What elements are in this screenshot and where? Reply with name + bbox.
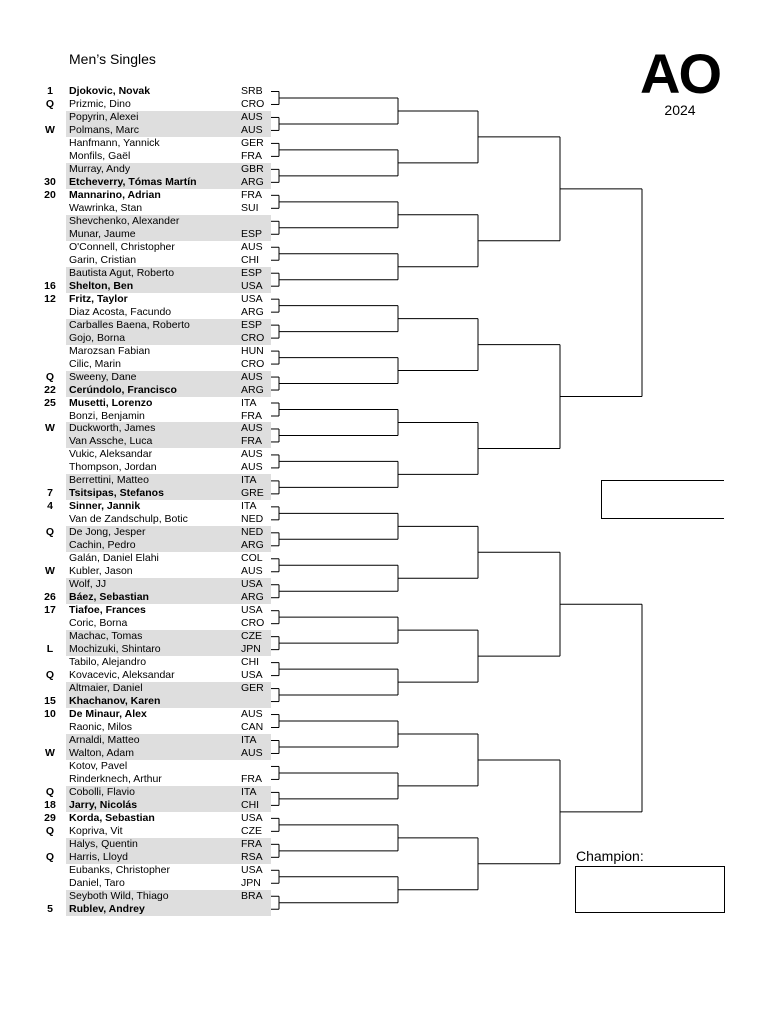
seed-label: Q (45, 824, 55, 837)
country-code: ITA (241, 734, 257, 746)
country-code: ITA (241, 396, 257, 409)
player-name: Bonzi, Benjamin (69, 409, 145, 422)
country-code: JPN (241, 643, 261, 656)
country-code: HUN (241, 344, 264, 357)
player-name: Sinner, Jannik (69, 500, 141, 513)
country-code: ARG (241, 383, 264, 396)
player-name: Hanfmann, Yannick (69, 136, 160, 149)
seed-label: W (45, 746, 55, 759)
seed-label: 4 (47, 500, 53, 513)
champion-label: Champion: (576, 848, 644, 864)
seed-label: 10 (44, 708, 56, 721)
country-code: FRA (241, 772, 262, 785)
player-name: Thompson, Jordan (69, 461, 157, 474)
player-name: Kotov, Pavel (69, 759, 128, 772)
country-code: CRO (241, 357, 265, 370)
country-code: NED (241, 526, 264, 539)
player-name: Coric, Borna (69, 617, 128, 630)
player-name: Popyrin, Alexei (69, 110, 139, 123)
country-code: COL (241, 552, 263, 565)
country-code: CAN (241, 721, 264, 734)
player-name: Tsitsipas, Stefanos (69, 487, 164, 500)
player-name: Musetti, Lorenzo (69, 396, 153, 409)
seed-label: W (45, 422, 55, 435)
country-code: BRA (241, 889, 263, 902)
player-name: Rinderknech, Arthur (69, 772, 162, 785)
player-name: Diaz Acosta, Facundo (69, 305, 172, 318)
player-name: Van Assche, Luca (69, 435, 153, 448)
country-code: SUI (241, 201, 259, 214)
country-code: USA (241, 811, 263, 824)
seed-label: Q (45, 526, 55, 539)
country-code: CHI (241, 656, 260, 669)
player-name: Cobolli, Flavio (69, 785, 135, 798)
seed-label: 17 (44, 604, 56, 617)
seed-label: 15 (44, 695, 56, 708)
country-code: CZE (241, 630, 262, 643)
country-code: ARG (241, 305, 264, 318)
seed-label: 16 (44, 279, 56, 292)
player-name: Tiafoe, Frances (69, 604, 146, 617)
player-name: O'Connell, Christopher (69, 240, 175, 253)
country-code: GER (241, 682, 264, 695)
player-name: Arnaldi, Matteo (69, 734, 140, 746)
player-name: Djokovic, Novak (69, 85, 151, 97)
seed-label: 20 (44, 188, 56, 201)
player-name: Khachanov, Karen (69, 695, 161, 708)
player-name: Altmaier, Daniel (69, 682, 143, 695)
country-code: CHI (241, 253, 260, 266)
player-name: Polmans, Marc (69, 123, 140, 136)
country-code: FRA (241, 409, 262, 422)
player-name: Halys, Quentin (69, 837, 138, 850)
tournament-year: 2024 (664, 102, 696, 118)
player-name: Shevchenko, Alexander (69, 214, 180, 227)
country-code: FRA (241, 435, 262, 448)
player-name: Galán, Daniel Elahi (69, 552, 159, 565)
country-code: AUS (241, 746, 263, 759)
seed-label: W (45, 123, 55, 136)
country-code: ESP (241, 266, 263, 279)
player-name: De Jong, Jesper (69, 526, 146, 539)
country-code: NED (241, 513, 264, 526)
player-name: Korda, Sebastian (69, 811, 155, 824)
player-name: Mochizuki, Shintaro (69, 643, 161, 656)
seed-label: 12 (44, 292, 56, 305)
country-code: USA (241, 292, 263, 305)
seed-label: 22 (44, 383, 56, 396)
country-code: CRO (241, 97, 265, 110)
country-code: USA (241, 863, 263, 876)
player-name: Shelton, Ben (69, 279, 134, 292)
seed-label: 29 (44, 811, 56, 824)
country-code: JPN (241, 876, 261, 889)
player-name: Walton, Adam (69, 746, 134, 759)
player-name: Cerúndolo, Francisco (69, 383, 177, 396)
player-name: Cachin, Pedro (69, 539, 136, 552)
country-code: FRA (241, 188, 262, 201)
country-code: USA (241, 279, 263, 292)
player-name: Garin, Cristian (69, 253, 137, 266)
player-name: Seyboth Wild, Thiago (69, 889, 169, 902)
country-code: ARG (241, 539, 264, 552)
country-code: CHI (241, 798, 260, 811)
player-name: Rublev, Andrey (69, 902, 145, 915)
player-name: Kubler, Jason (69, 565, 133, 578)
seed-label: Q (45, 97, 55, 110)
country-code: GER (241, 136, 264, 149)
country-code: USA (241, 604, 263, 617)
ao-logo: AO (640, 42, 720, 105)
country-code: RSA (241, 850, 263, 863)
player-name: Bautista Agut, Roberto (69, 266, 175, 279)
player-name: Kovacevic, Aleksandar (69, 669, 175, 682)
country-code: ESP (241, 318, 263, 331)
player-name: Jarry, Nicolás (69, 798, 138, 811)
country-code: ITA (241, 500, 257, 513)
player-name: Van de Zandschulp, Botic (69, 513, 188, 526)
player-name: Wolf, JJ (69, 578, 107, 591)
seed-label: 5 (47, 902, 53, 915)
player-name: Báez, Sebastian (69, 591, 149, 604)
player-name: Prizmic, Dino (69, 97, 131, 110)
player-name: Marozsan Fabian (69, 344, 151, 357)
player-name: Mannarino, Adrian (69, 188, 161, 201)
seed-label: 30 (44, 175, 56, 188)
player-name: Cilic, Marin (69, 357, 121, 370)
seed-label: Q (45, 370, 55, 383)
country-code: AUS (241, 565, 263, 578)
player-name: Vukic, Aleksandar (69, 448, 153, 461)
country-code: AUS (241, 708, 263, 721)
player-name: Daniel, Taro (69, 876, 125, 889)
country-code: USA (241, 669, 263, 682)
player-name: Gojo, Borna (69, 331, 126, 344)
seed-label: Q (45, 785, 55, 798)
player-name: Duckworth, James (69, 422, 156, 435)
seed-label: Q (45, 850, 55, 863)
country-code: CZE (241, 824, 262, 837)
player-name: Sweeny, Dane (69, 370, 137, 383)
country-code: ITA (241, 474, 257, 487)
player-name: Etcheverry, Tómas Martín (69, 175, 197, 188)
player-name: Harris, Lloyd (69, 850, 128, 863)
country-code: GRE (241, 487, 264, 500)
player-name: Eubanks, Christopher (69, 863, 170, 876)
player-name: Berrettini, Matteo (69, 474, 149, 487)
country-code: AUS (241, 240, 263, 253)
player-name: Tabilo, Alejandro (69, 656, 147, 669)
seed-label: Q (45, 669, 55, 682)
player-name: Monfils, Gaël (69, 149, 131, 162)
player-name: Raonic, Milos (69, 721, 133, 734)
country-code: CRO (241, 617, 265, 630)
page-title: Men’s Singles (69, 51, 156, 67)
seed-label: 25 (44, 396, 56, 409)
country-code: AUS (241, 123, 263, 136)
player-name: Fritz, Taylor (69, 292, 128, 305)
country-code: FRA (241, 837, 262, 850)
country-code: AUS (241, 110, 263, 123)
country-code: ARG (241, 175, 264, 188)
player-name: Wawrinka, Stan (69, 201, 143, 214)
seed-label: 7 (47, 487, 53, 500)
player-name: De Minaur, Alex (69, 708, 147, 721)
country-code: GBR (241, 162, 264, 175)
player-name: Munar, Jaume (69, 227, 136, 240)
country-code: AUS (241, 448, 263, 461)
champion-box (575, 866, 725, 913)
seed-label: L (46, 643, 54, 656)
country-code: FRA (241, 149, 262, 162)
player-name: Murray, Andy (69, 162, 131, 175)
country-code: CRO (241, 331, 265, 344)
seed-label: 1 (47, 85, 53, 97)
country-code: AUS (241, 461, 263, 474)
country-code: ESP (241, 227, 263, 240)
country-code: ITA (241, 785, 257, 798)
player-name: Kopriva, Vit (69, 824, 123, 837)
player-name: Machac, Tomas (69, 630, 143, 643)
seed-label: 26 (44, 591, 56, 604)
country-code: ARG (241, 591, 264, 604)
country-code: AUS (241, 370, 263, 383)
country-code: AUS (241, 422, 263, 435)
player-name: Carballes Baena, Roberto (69, 318, 190, 331)
seed-label: 18 (44, 798, 56, 811)
country-code: USA (241, 578, 263, 591)
seed-label: W (45, 565, 55, 578)
final-box (601, 480, 724, 519)
country-code: SRB (241, 85, 263, 97)
